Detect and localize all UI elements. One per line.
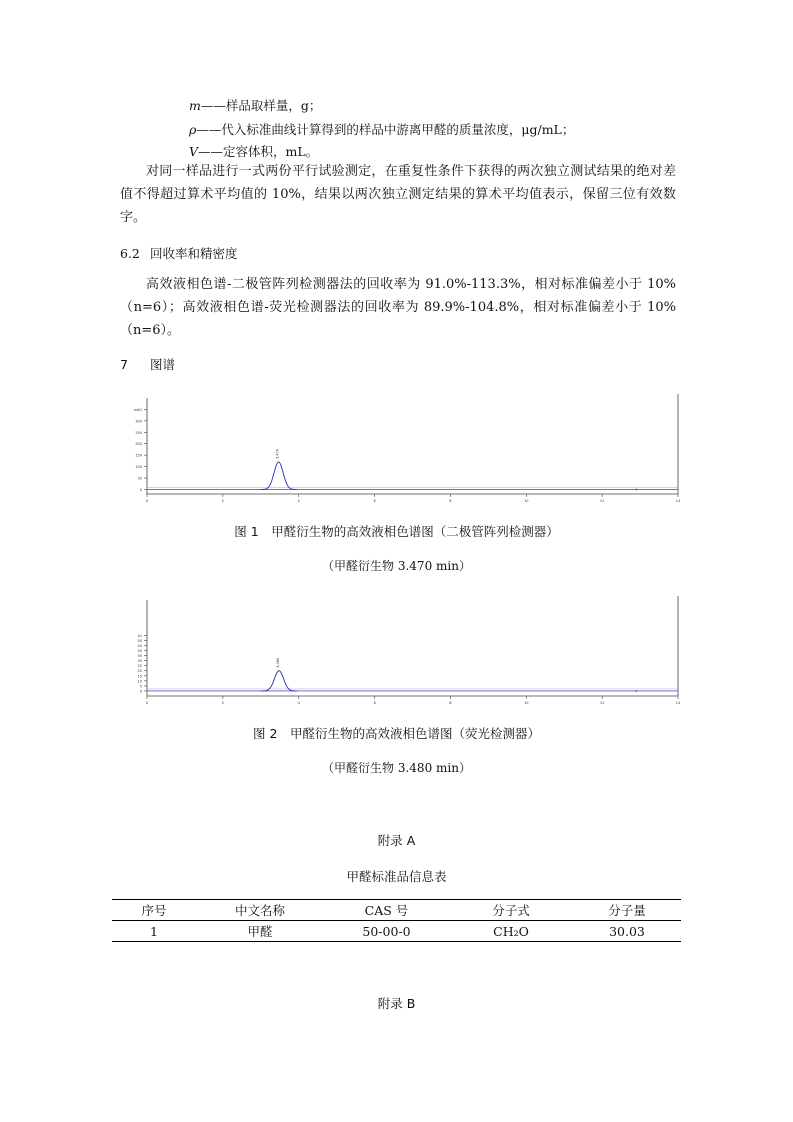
section-number: 6.2 bbox=[120, 246, 140, 261]
cell-cas: 50-00-0 bbox=[362, 923, 411, 939]
chromatogram-fld bbox=[115, 596, 685, 712]
y-tick-label: 30 bbox=[137, 659, 142, 664]
x-tick-label: 10 bbox=[524, 701, 529, 705]
variable-symbol: ρ bbox=[189, 122, 197, 137]
x-tick-label: 12 bbox=[599, 499, 605, 503]
variable-desc: ——代入标准曲线计算得到的样品中游离甲醛的质量浓度，μg/mL； bbox=[196, 122, 575, 137]
y-tick-label: 40 bbox=[137, 649, 142, 654]
y-tick-label: 45 bbox=[137, 643, 142, 648]
peak-label: 3.480 bbox=[275, 657, 280, 668]
x-tick-label: 6 bbox=[373, 701, 376, 705]
header-name: 中文名称 bbox=[234, 903, 285, 918]
appendix-a-table-title: 甲醛标准品信息表 bbox=[346, 869, 447, 884]
variable-desc: ——定容体积，mL。 bbox=[198, 144, 319, 159]
variable-m bbox=[189, 98, 321, 114]
paragraph-repeatability: 对同一样品进行一式两份平行试验测定，在重复性条件下获得的两次独立测试结果的绝对差值不得超过算术平均值的 10%，结果以两次独立测定结果的算术平均值表示，保留三位有效数字。 bbox=[120, 164, 676, 225]
y-tick-label: 50 bbox=[137, 638, 142, 643]
table-row bbox=[112, 921, 681, 942]
paragraph-recovery: 高效液相色谱-二极管阵列检测器法的回收率为 91.0%-113.3%，相对标准偏差小于 10%（n=6）；高效液相色谱-荧光检测器法的回收率为 89.9%-104.8%，相对标准偏差小于 10%（n=6）。 bbox=[120, 277, 676, 338]
peak-trace bbox=[261, 671, 297, 691]
y-tick-label: mAU bbox=[133, 407, 142, 412]
x-tick-label: 4 bbox=[297, 701, 300, 705]
chromatogram-dad-plot bbox=[115, 394, 685, 506]
x-tick-label: 14 bbox=[675, 701, 681, 705]
x-tick-label: 8 bbox=[449, 701, 452, 705]
cell-name: 甲醛 bbox=[247, 924, 273, 939]
section-heading-6-2 bbox=[120, 244, 238, 262]
variable-v bbox=[189, 144, 318, 160]
cell-formula: CH₂O bbox=[493, 923, 529, 939]
section-heading-7 bbox=[120, 355, 175, 373]
variable-rho bbox=[189, 122, 574, 138]
x-tick-label: 12 bbox=[599, 701, 605, 705]
cell-index: 1 bbox=[150, 923, 158, 939]
section-title: 回收率和精密度 bbox=[150, 246, 238, 261]
y-tick-label: 5 bbox=[139, 684, 142, 689]
x-tick-label: 6 bbox=[373, 499, 376, 503]
figure1-note: （甲醛衍生物 3.470 min） bbox=[322, 559, 471, 573]
y-tick-label: 25 bbox=[137, 664, 142, 669]
header-mw: 分子量 bbox=[608, 903, 646, 918]
x-tick-label: 10 bbox=[524, 499, 529, 503]
y-tick-label: 200 bbox=[135, 442, 142, 447]
y-tick-label: 0 bbox=[139, 689, 142, 694]
x-tick-label: 8 bbox=[449, 499, 452, 503]
table-header-row bbox=[112, 900, 681, 921]
x-tick-label: 2 bbox=[221, 701, 224, 705]
header-cas: CAS 号 bbox=[364, 903, 409, 918]
appendix-a-title: 附录 A bbox=[377, 833, 416, 848]
y-tick-label: 35 bbox=[137, 654, 142, 659]
x-tick-label: 2 bbox=[221, 499, 224, 503]
x-tick-label: 0 bbox=[145, 701, 149, 705]
chromatogram-dad bbox=[115, 394, 685, 510]
y-tick-label: LU bbox=[137, 633, 142, 638]
x-tick-label: 4 bbox=[297, 499, 300, 503]
x-tick-label: 0 bbox=[145, 499, 149, 503]
x-tick-label: 14 bbox=[675, 499, 681, 503]
header-formula: 分子式 bbox=[492, 903, 530, 918]
figure2-note: （甲醛衍生物 3.480 min） bbox=[322, 761, 471, 775]
variable-symbol: V bbox=[189, 144, 199, 159]
section-title: 图谱 bbox=[150, 357, 176, 372]
y-tick-label: 0 bbox=[139, 487, 142, 492]
y-tick-label: 50 bbox=[137, 476, 142, 481]
variable-symbol: m bbox=[189, 98, 201, 113]
y-tick-label: 15 bbox=[137, 674, 142, 679]
cell-mw: 30.03 bbox=[609, 923, 645, 939]
figure2-caption: 图 2 甲醛衍生物的高效液相色谱图（荧光检测器） bbox=[253, 726, 540, 741]
variable-desc: ——样品取样量，g； bbox=[200, 98, 322, 113]
y-tick-label: 250 bbox=[135, 430, 142, 435]
section-number: 7 bbox=[120, 357, 128, 372]
peak-trace bbox=[260, 462, 296, 489]
standard-info-table bbox=[112, 899, 681, 942]
y-tick-label: 20 bbox=[137, 669, 142, 674]
header-index: 序号 bbox=[141, 903, 167, 918]
y-tick-label: 100 bbox=[135, 465, 142, 470]
y-tick-label: 150 bbox=[135, 453, 142, 458]
y-tick-label: 300 bbox=[135, 419, 142, 424]
peak-label: 3.470 bbox=[275, 448, 280, 459]
y-tick-label: 10 bbox=[137, 679, 142, 684]
figure1-caption: 图 1 甲醛衍生物的高效液相色谱图（二极管阵列检测器） bbox=[234, 524, 559, 539]
appendix-b-title: 附录 B bbox=[377, 996, 416, 1011]
chromatogram-fld-plot bbox=[115, 596, 685, 708]
